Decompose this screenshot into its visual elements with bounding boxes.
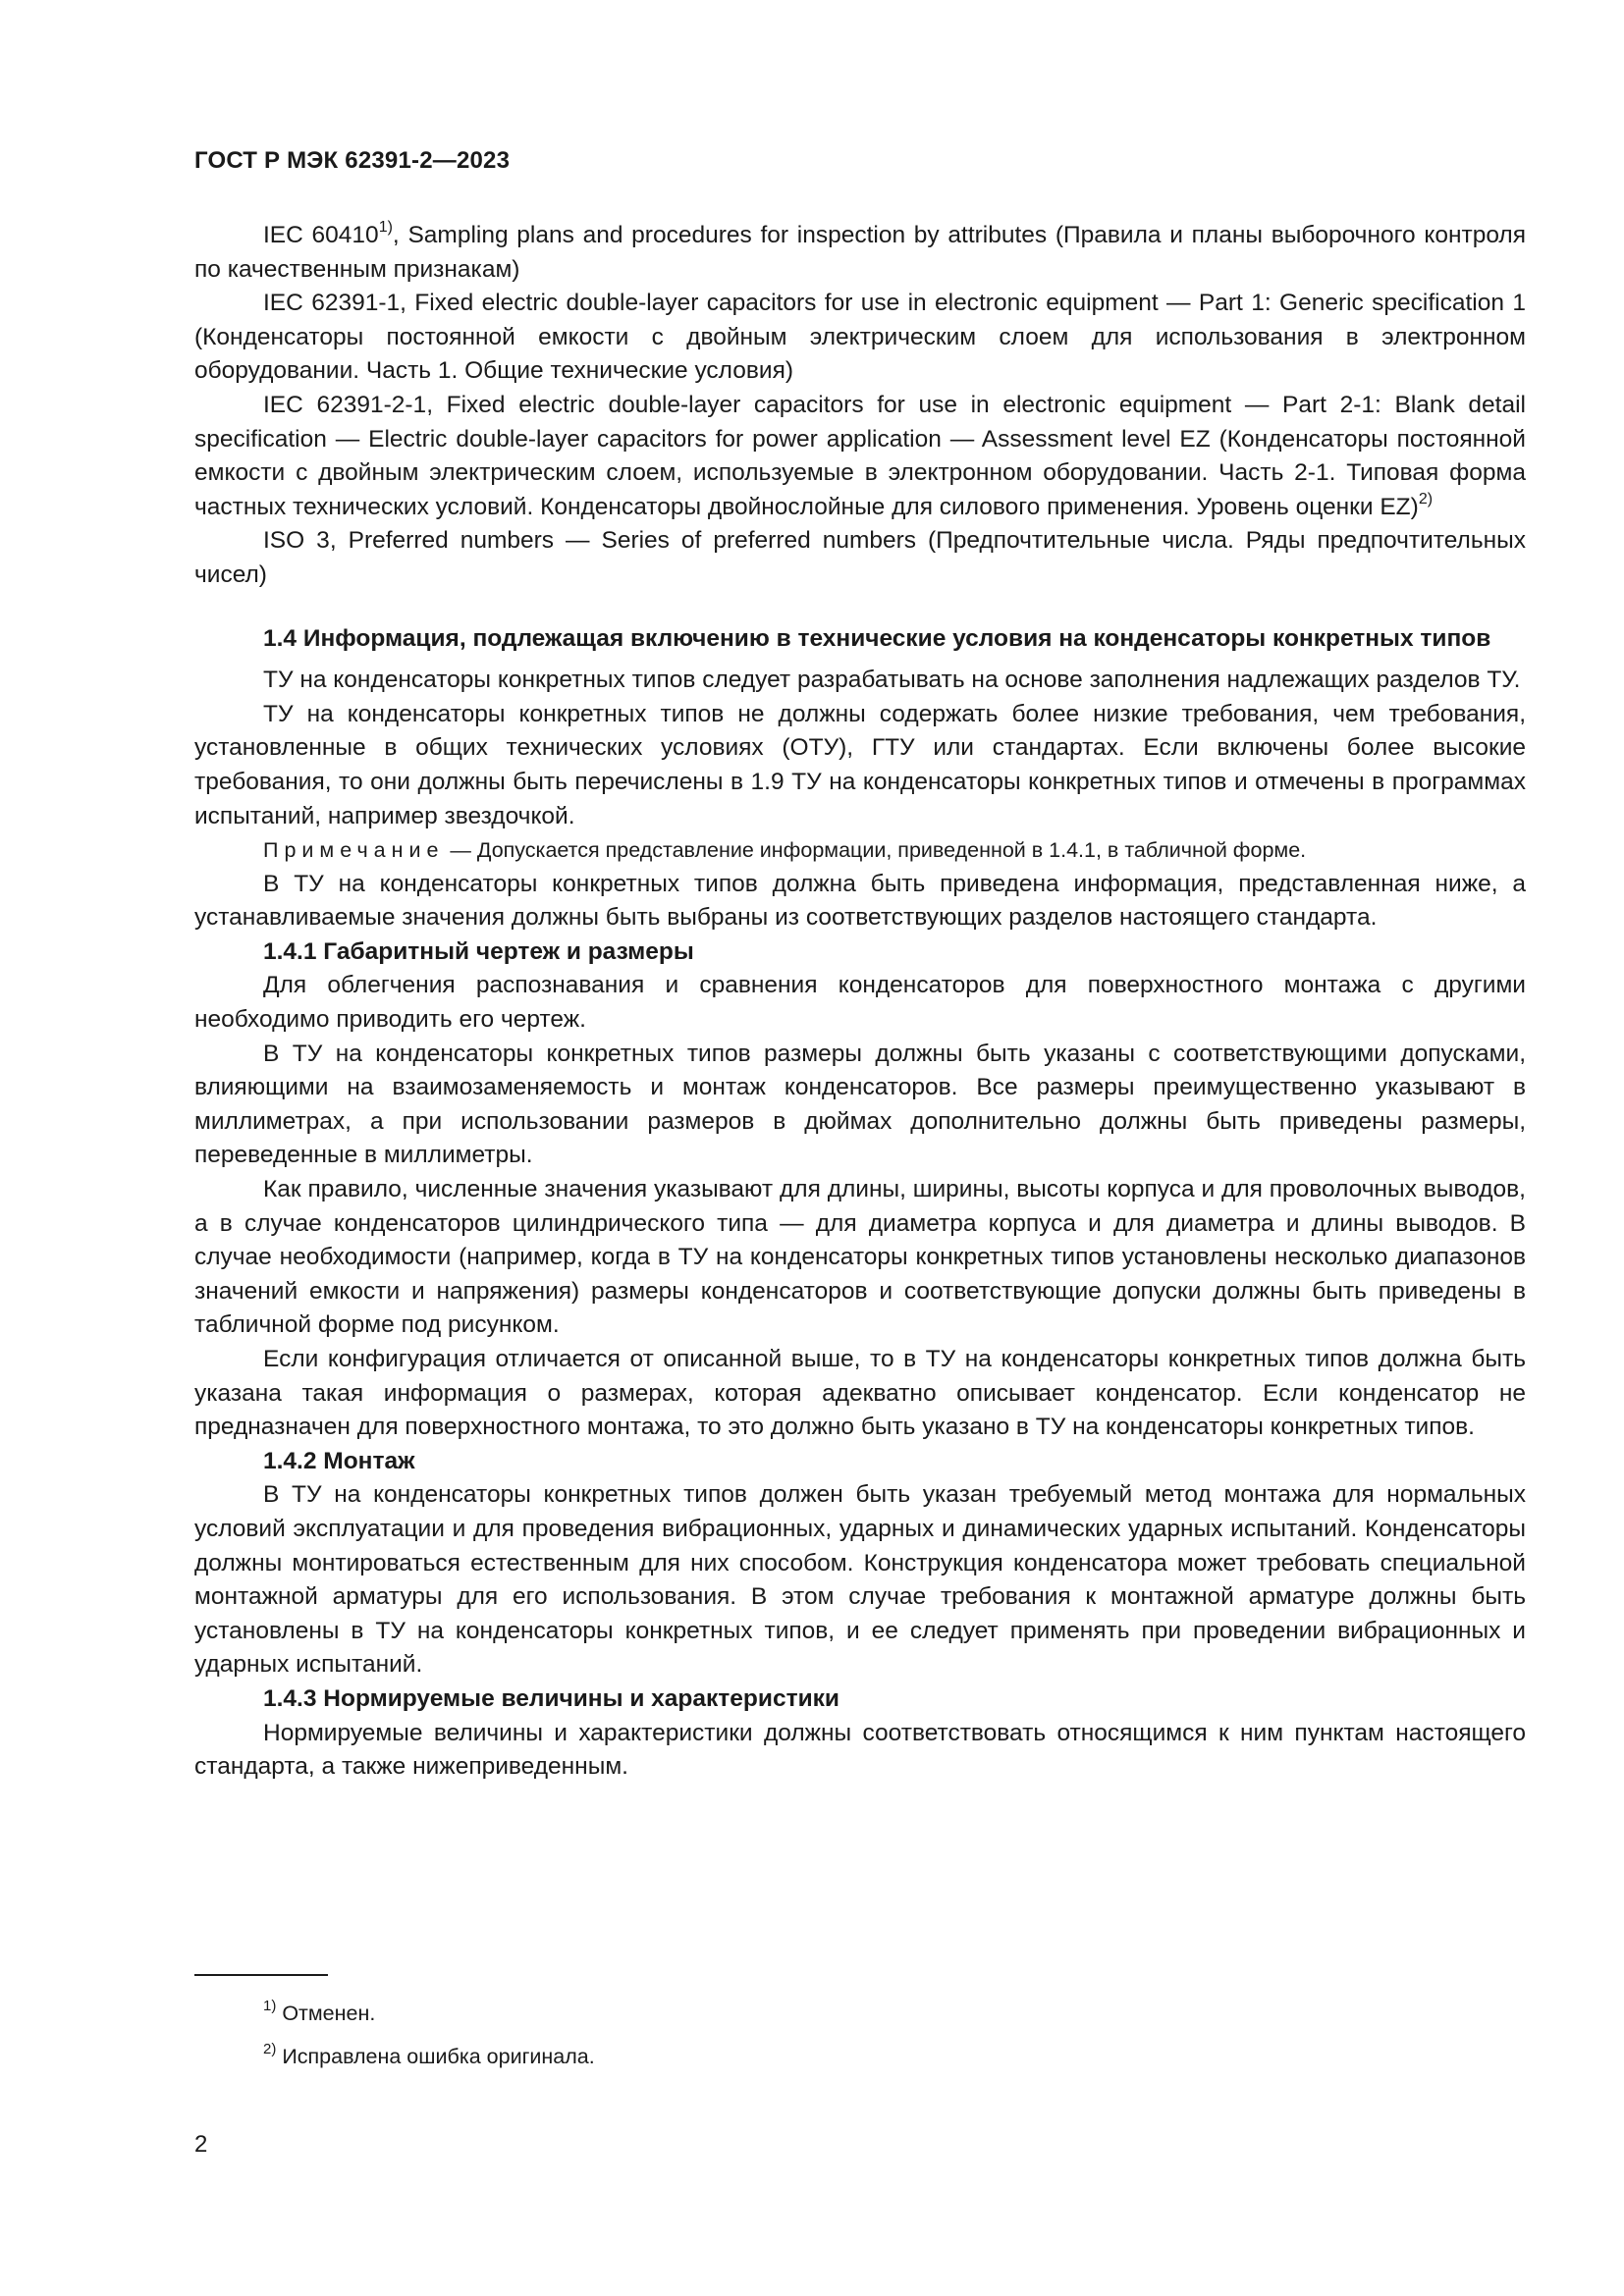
document-body [194,219,1526,1785]
paragraph: В ТУ на конденсаторы конкретных типов должна быть приведена информация, представленная ниже, а устанавливаемые значения должны быть выбраны из соответствующих разделов настоящего стандарта. [194,870,1526,932]
footnote-text: Отменен. [276,2002,376,2026]
note [194,833,1526,868]
reference-code: ISO 3 [263,527,330,555]
paragraph: Для облегчения распознавания и сравнения конденсаторов для поверхностного монтажа с другими необходимо приводить его чертеж. [194,972,1526,1034]
page-number: 2 [194,2131,208,2158]
section-heading-1-4-2: 1.4.2 Монтаж [263,1447,415,1474]
note-text: — Допускается представление информации, приведенной в 1.4.1, в табличной форме. [444,838,1307,863]
reference-text: , Sampling plans and procedures for inspection by attributes (Правила и планы выборочного контроля по качественным признакам) [194,222,1526,283]
reference-code: IEC 62391-2-1 [263,391,427,418]
reference-text: , Fixed electric double-layer capacitors for use in electronic equipment — Part 1: Generic specification 1 (Конденсаторы постоянной емкости с двойным электрическим слоем для использования в электронном оборудовании. Часть 1. Общие технические условия) [194,290,1526,385]
paragraph: ТУ на конденсаторы конкретных типов следует разрабатывать на основе заполнения надлежащих разделов ТУ. [263,667,1521,694]
reference-entry [194,389,1526,524]
footnote-item [263,2000,375,2026]
paragraph: В ТУ на конденсаторы конкретных типов размеры должны быть указаны с соответствующими допусками, влияющими на взаимозаменяемость и монтаж конденсаторов. Все размеры преимущественно указывают в миллиметрах, а при использовании размеров в дюймах дополнительно должны быть приведены размеры, переведенные в миллиметры. [194,1040,1526,1169]
footnote-mark: 1) [263,1998,277,2014]
reference-code: IEC 62391-1 [263,290,401,317]
footnote-mark: 2) [263,2041,277,2057]
paragraph: Если конфигурация отличается от описанной выше, то в ТУ на конденсаторы конкретных типов должна быть указана такая информация о размерах, которая адекватно описывает конденсатор. Если конденсатор не предназначен для поверхностного монтажа, то это должно быть указано в ТУ на конденсаторы конкретных типов. [194,1346,1526,1441]
reference-entry [194,219,1526,287]
section-heading-1-4-1: 1.4.1 Габаритный чертеж и размеры [263,937,694,965]
paragraph: ТУ на конденсаторы конкретных типов не должны содержать более низкие требования, чем требования, установленные в общих технических условиях (ОТУ), ГТУ или стандартах. Если включены более высокие требования, то они должны быть перечислены в 1.9 ТУ на конденсаторы конкретных типов и отмечены в программах испытаний, например звездочкой. [194,700,1526,829]
note-label: Примечание [263,838,445,863]
reference-text: , Preferred numbers — Series of preferred numbers (Предпочтительные числа. Ряды предпочтительных чисел) [194,527,1526,588]
footnote-item [263,2043,595,2069]
section-heading-1-4: 1.4 Информация, подлежащая включению в технические условия на конденсаторы конкретных типов [263,624,1491,652]
reference-code: IEC 60410 [263,222,379,248]
footnote-text: Исправлена ошибка оригинала. [276,2045,595,2069]
paragraph: В ТУ на конденсаторы конкретных типов должен быть указан требуемый метод монтажа для нормальных условий эксплуатации и для проведения вибрационных, ударных и динамических ударных испытаний. Конденсаторы должны монтироваться естественным для них способом. Конструкция конденсатора может требовать специальной монтажной арматуры для его использования. В этом случае требования к монтажной арматуре должны быть установлены в ТУ на конденсаторы конкретных типов, и ее следует применять при проведении вибрационных и ударных испытаний. [194,1481,1526,1679]
reference-entry [194,287,1526,389]
reference-text: , Fixed electric double-layer capacitors for use in electronic equipment — Part 2-1: Blank detail specification — Electric double-layer capacitors for power application — Assessment level EZ (Конденсаторы постоянной емкости с двойным электрическим слоем, используемые в электронном оборудовании. Часть 2-1. Типовая форма частных технических условий. Конденсаторы двойнослойные для силового применения. Уровень оценки EZ) [194,391,1526,520]
section-heading-1-4-3: 1.4.3 Нормируемые величины и характеристики [263,1684,839,1712]
reference-entry [194,524,1526,592]
paragraph: Нормируемые величины и характеристики должны соответствовать относящимся к ним пунктам настоящего стандарта, а также нижеприведенным. [194,1719,1526,1781]
footnote-mark: 2) [1418,490,1434,507]
footnote-mark: 1) [378,218,393,236]
footnote-divider [194,1974,328,1976]
document-header: ГОСТ Р МЭК 62391-2—2023 [194,147,511,174]
paragraph: Как правило, численные значения указывают для длины, ширины, высоты корпуса и для проволочных выводов, а в случае конденсаторов цилиндрического типа — для диаметра корпуса и для диаметра и длины выводов. В случае необходимости (например, когда в ТУ на конденсаторы конкретных типов установлены несколько диапазонов значений емкости и напряжения) размеры конденсаторов и соответствующие допуски должны быть приведены в табличной форме под рисунком. [194,1176,1526,1339]
